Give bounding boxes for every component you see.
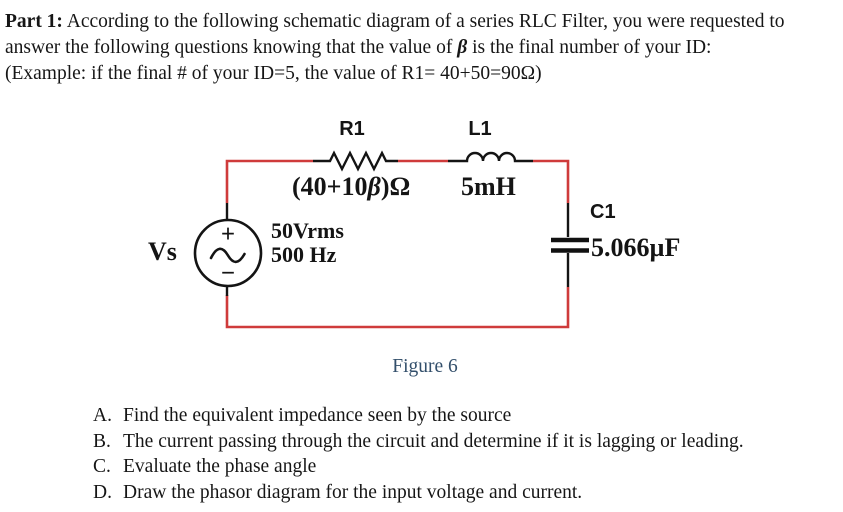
question-item-d	[93, 482, 744, 508]
intro-line-2-post: is the final number of your ID:	[467, 37, 712, 58]
intro-line-1-text: According to the following schematic diagram of a series RLC Filter, you were requested to	[62, 11, 785, 32]
inductor-symbol	[448, 153, 533, 161]
beta-symbol: β	[457, 37, 468, 58]
questions-list	[93, 405, 744, 508]
source-plus-sign: +	[220, 221, 236, 248]
source-minus-sign: −	[220, 260, 236, 287]
intro-line-2-pre: answer the following questions knowing that the value of	[5, 37, 458, 58]
question-text: Evaluate the phase angle	[123, 456, 317, 478]
capacitor-value: 5.066µF	[591, 233, 681, 262]
resistor-symbol	[313, 153, 398, 169]
intro-line-3: (Example: if the final # of your ID=5, the value of R1= 40+50=90Ω)	[5, 63, 542, 84]
resistor-value-pre: (40+10	[292, 172, 368, 201]
question-label: A.	[93, 405, 112, 426]
wire-top-right	[533, 161, 568, 203]
question-item-a	[93, 405, 744, 431]
resistor-value	[292, 172, 410, 201]
question-text: Find the equivalent impedance seen by the source	[123, 405, 512, 426]
wire-bottom	[227, 287, 568, 327]
source-voltage: 50Vrms	[271, 218, 344, 243]
question-item-b	[93, 431, 744, 457]
resistor-value-beta: β	[367, 172, 381, 201]
source-label: Vs	[148, 237, 177, 266]
resistor-value-post: )Ω	[380, 172, 411, 201]
inductor-label: L1	[468, 118, 492, 140]
source-frequency: 500 Hz	[271, 242, 337, 267]
resistor-label: R1	[339, 118, 365, 140]
figure-caption: Figure 6	[392, 356, 458, 377]
inductor-value: 5mH	[461, 172, 516, 201]
part-label: Part 1:	[5, 11, 63, 32]
question-item-c	[93, 456, 744, 482]
question-text: Draw the phasor diagram for the input voltage and current.	[123, 482, 583, 504]
question-text: The current passing through the circuit and determine if it is lagging or leading.	[123, 430, 744, 452]
question-label: C.	[93, 456, 111, 478]
question-label: B.	[93, 430, 111, 452]
question-label: D.	[93, 482, 112, 504]
capacitor-label: C1	[590, 201, 616, 223]
